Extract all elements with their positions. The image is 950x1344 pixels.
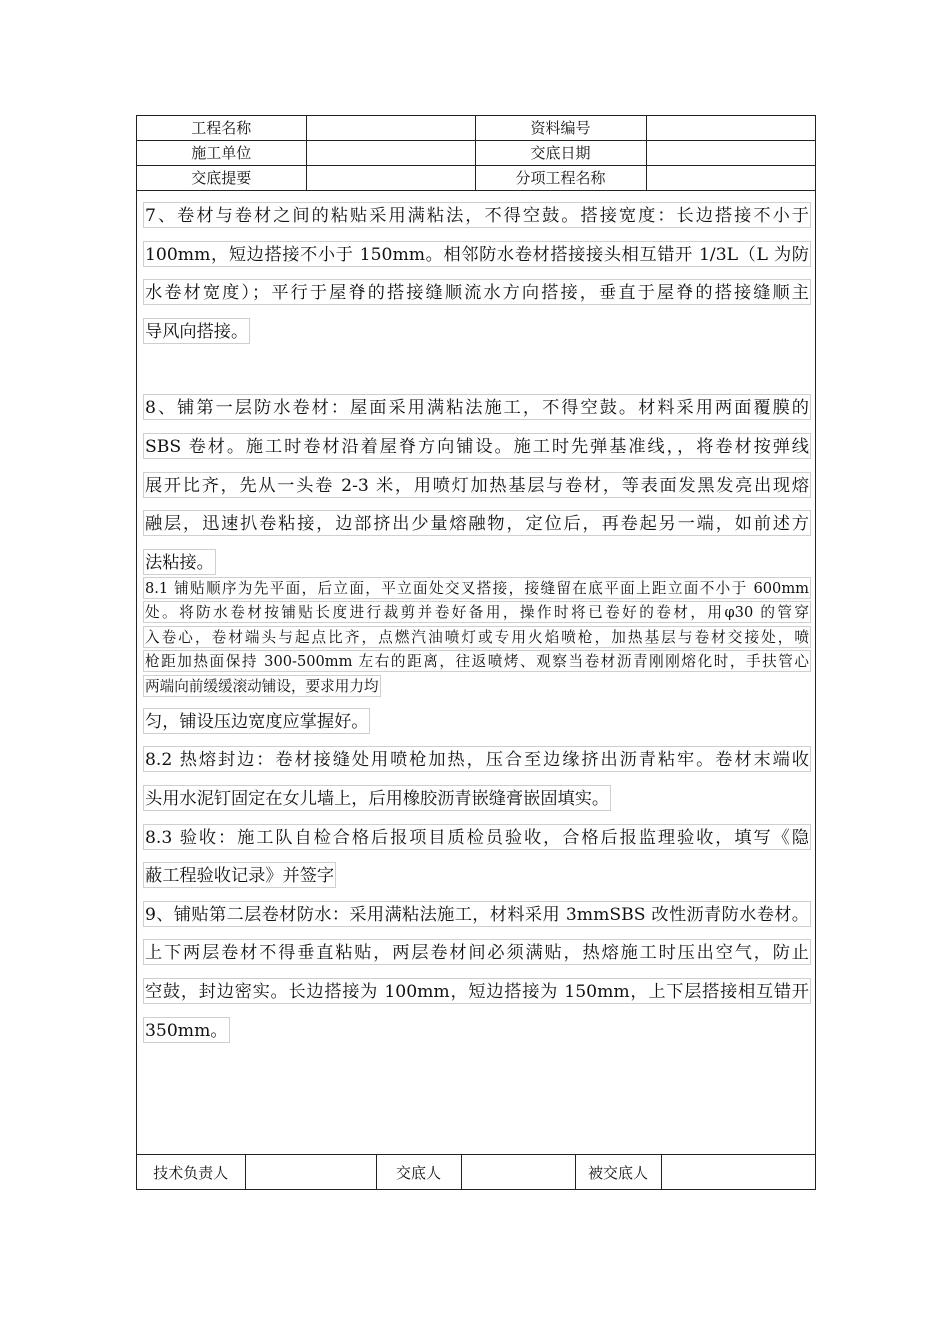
paragraph-8-2 bbox=[143, 746, 811, 811]
text-line: 展开比齐，先从一头卷 2-3 米，用喷灯加热基层与卷材，等表面发黑发亮出现熔 bbox=[143, 472, 811, 498]
text-line: 枪距加热面保持 300-500mm 左右的距离，往返喷烤、观察当卷材沥青刚刚熔化时，手扶管心 bbox=[143, 650, 811, 672]
disclosure-form bbox=[136, 115, 816, 1190]
summary-value[interactable] bbox=[306, 166, 475, 191]
text-line: 7、卷材与卷材之间的粘贴采用满粘法，不得空鼓。搭接宽度：长边搭接不小于 bbox=[143, 202, 811, 228]
text-line: 350mm。 bbox=[143, 1017, 230, 1043]
text-line: 8.3 验收：施工队自检合格后报项目质检员验收，合格后报监理验收，填写《隐 bbox=[143, 824, 811, 850]
text-line: 导风向搭接。 bbox=[143, 318, 250, 344]
paragraph-7 bbox=[143, 202, 811, 344]
text-line: 融层，迅速扒卷粘接，边部挤出少量熔融物，定位后，再卷起另一端，如前述方 bbox=[143, 510, 811, 536]
header-row-1 bbox=[137, 116, 815, 141]
project-name-value[interactable] bbox=[306, 116, 475, 141]
text-line: 蔽工程验收记录》并签字 bbox=[143, 862, 336, 888]
receiver-signature[interactable] bbox=[661, 1155, 815, 1190]
text-line: 100mm，短边搭接不小于 150mm。相邻防水卷材搭接接头相互错开 1/3L（L 为防 bbox=[143, 241, 811, 267]
signature-row bbox=[137, 1155, 815, 1190]
text-line: 上下两层卷材不得垂直粘贴，两层卷材间必须满贴，热熔施工时压出空气，防止 bbox=[143, 939, 811, 965]
header-row-2 bbox=[137, 141, 815, 166]
receiver-label: 被交底人 bbox=[575, 1155, 661, 1190]
doc-no-label: 资料编号 bbox=[475, 116, 646, 141]
paragraph-9 bbox=[143, 901, 811, 1043]
header-table bbox=[137, 116, 815, 191]
blank-spacer bbox=[143, 356, 811, 394]
text-line: 法粘接。 bbox=[143, 549, 216, 575]
contractor-label: 施工单位 bbox=[137, 141, 306, 166]
presenter-signature[interactable] bbox=[461, 1155, 575, 1190]
presenter-label: 交底人 bbox=[376, 1155, 461, 1190]
header-row-3 bbox=[137, 166, 815, 191]
date-label: 交底日期 bbox=[475, 141, 646, 166]
paragraph-8-3 bbox=[143, 824, 811, 889]
text-line: 两端向前缓缓滚动铺设，要求用力均 bbox=[143, 675, 381, 697]
text-line: SBS 卷材。施工时卷材沿着屋脊方向铺设。施工时先弹基准线，，将卷材按弹线 bbox=[143, 433, 811, 459]
paragraph-8-1-tail bbox=[143, 708, 811, 734]
text-line: 入卷心，卷材端头与起点比齐，点燃汽油喷灯或专用火焰喷枪，加热基层与卷材交接处，喷 bbox=[143, 626, 811, 648]
text-line: 匀，铺设压边宽度应掌握好。 bbox=[143, 708, 370, 734]
doc-no-value[interactable] bbox=[646, 116, 815, 141]
text-line: 8、铺第一层防水卷材：屋面采用满粘法施工，不得空鼓。材料采用两面覆膜的 bbox=[143, 394, 811, 420]
text-line: 头用水泥钉固定在女儿墙上，后用橡胶沥青嵌缝膏嵌固填实。 bbox=[143, 785, 611, 811]
text-line: 水卷材宽度）；平行于屋脊的搭接缝顺流水方向搭接，垂直于屋脊的搭接缝顺主 bbox=[143, 279, 811, 305]
signature-table bbox=[137, 1154, 815, 1189]
text-line: 处。将防水卷材按铺贴长度进行裁剪并卷好备用，操作时将已卷好的卷材，用φ30 的管穿 bbox=[143, 601, 811, 623]
subitem-label: 分项工程名称 bbox=[475, 166, 646, 191]
tech-lead-label: 技术负责人 bbox=[137, 1155, 245, 1190]
text-line: 9、铺贴第二层卷材防水：采用满粘法施工，材料采用 3mmSBS 改性沥青防水卷材。 bbox=[143, 901, 811, 927]
text-line: 空鼓，封边密实。长边搭接为 100mm，短边搭接为 150mm，上下层搭接相互错开 bbox=[143, 978, 811, 1004]
paragraph-8 bbox=[143, 394, 811, 574]
date-value[interactable] bbox=[646, 141, 815, 166]
text-line: 8.1 铺贴顺序为先平面，后立面，平立面处交叉搭接，接缝留在底平面上距立面不小于 600mm bbox=[143, 577, 811, 599]
tech-lead-signature[interactable] bbox=[245, 1155, 376, 1190]
summary-label: 交底提要 bbox=[137, 166, 306, 191]
paragraph-8-1 bbox=[143, 577, 811, 697]
text-line: 8.2 热熔封边：卷材接缝处用喷枪加热，压合至边缘挤出沥青粘牢。卷材末端收 bbox=[143, 746, 811, 772]
contractor-value[interactable] bbox=[306, 141, 475, 166]
project-name-label: 工程名称 bbox=[137, 116, 306, 141]
disclosure-content bbox=[143, 202, 811, 1055]
subitem-value[interactable] bbox=[646, 166, 815, 191]
